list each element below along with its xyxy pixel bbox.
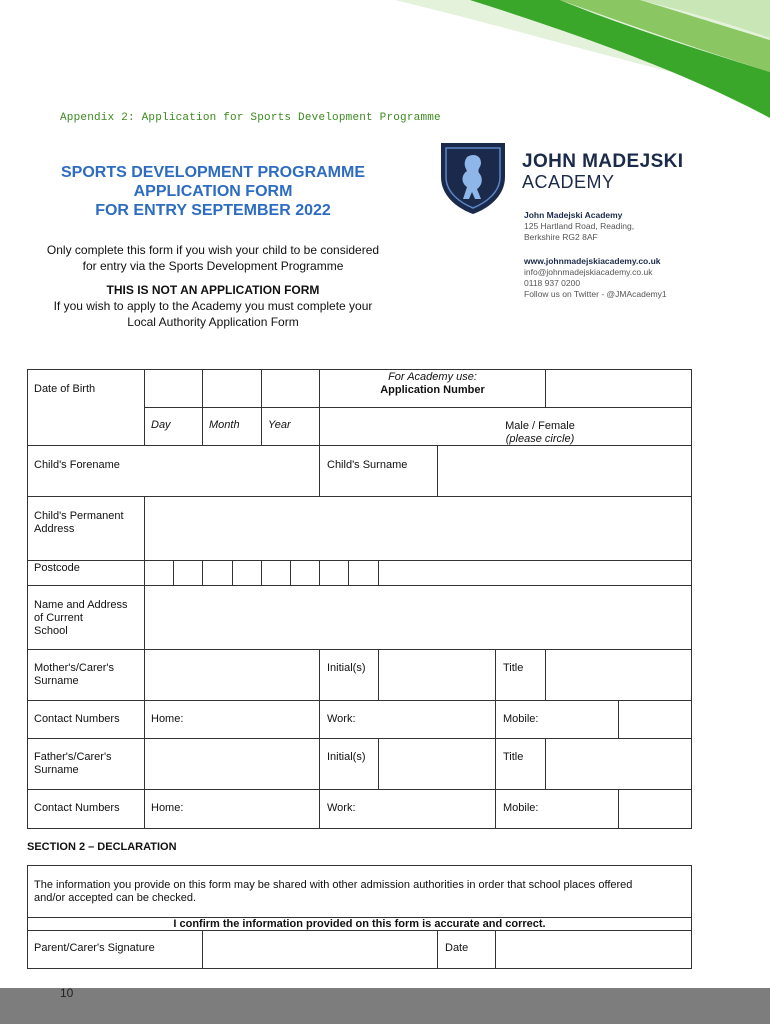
- dob-day-input[interactable]: [144, 369, 203, 408]
- father-home-input[interactable]: [144, 789, 320, 829]
- footer-bar: [0, 988, 770, 1024]
- gender-cell[interactable]: [319, 407, 692, 446]
- school-label-line-3: School: [34, 625, 68, 637]
- child-forename-label: Child's Forename: [34, 459, 120, 471]
- contact-website: www.johnmadejskiacademy.co.uk: [524, 256, 661, 266]
- home-label-1: Home:: [151, 713, 184, 725]
- contact-address-1: 125 Hartland Road, Reading,: [524, 221, 635, 231]
- date-input[interactable]: [495, 930, 692, 969]
- intro-line-4: Local Authority Application Form: [127, 315, 299, 329]
- contact-twitter: Follow us on Twitter - @JMAcademy1: [524, 289, 667, 299]
- mother-initials-label-cell: [319, 649, 379, 701]
- child-forename-cell[interactable]: [27, 445, 320, 497]
- intro-line-2: for entry via the Sports Development Programme: [82, 259, 344, 273]
- father-initials-input[interactable]: [378, 738, 496, 790]
- confirm-statement: I confirm the information provided on this form is accurate and correct.: [173, 918, 546, 930]
- father-title-input[interactable]: [545, 738, 692, 790]
- contact-name: John Madejski Academy: [524, 210, 623, 220]
- father-surname-input[interactable]: [144, 738, 320, 790]
- declaration-text-line-1: The information you provide on this form may be shared with other admission authorities in order that school places offered: [34, 879, 633, 891]
- postcode-box-1[interactable]: [144, 560, 174, 586]
- gender-instruction: (please circle): [505, 433, 575, 445]
- father-label-line-1: Father's/Carer's: [34, 751, 112, 763]
- school-label: [34, 599, 128, 638]
- postcode-box-6[interactable]: [290, 560, 320, 586]
- father-title-label-cell: [495, 738, 546, 790]
- postcode-box-5[interactable]: [261, 560, 291, 586]
- contact-email: info@johnmadejskiacademy.co.uk: [524, 267, 653, 277]
- contact-phone: 0118 937 0200: [524, 278, 581, 288]
- declaration-text: [34, 879, 684, 905]
- father-label-cell: [27, 738, 145, 790]
- postcode-label-cell: [27, 560, 145, 586]
- child-surname-label-cell: [319, 445, 438, 497]
- postcode-box-8[interactable]: [348, 560, 379, 586]
- mother-title-label: Title: [503, 662, 524, 674]
- address-input[interactable]: [144, 496, 692, 561]
- father-mobile-input[interactable]: [495, 789, 619, 829]
- signature-label: Parent/Carer's Signature: [34, 942, 155, 954]
- mother-label-line-1: Mother's/Carer's: [34, 662, 114, 674]
- academy-contact-block: [524, 210, 667, 300]
- postcode-box-2[interactable]: [173, 560, 203, 586]
- day-caption-cell: [144, 407, 203, 446]
- day-caption: Day: [151, 419, 171, 431]
- dob-year-input[interactable]: [261, 369, 320, 408]
- mother-title-input[interactable]: [545, 649, 692, 701]
- not-application-notice: THIS IS NOT AN APPLICATION FORM: [106, 283, 320, 297]
- academy-use-cell: [319, 369, 546, 408]
- intro-line-1: Only complete this form if you wish your child to be considered: [46, 243, 380, 257]
- declaration-text-line-2: and/or accepted can be checked.: [34, 892, 197, 904]
- school-label-cell: [27, 585, 145, 650]
- mother-initials-input[interactable]: [378, 649, 496, 701]
- signature-label-cell: [27, 930, 203, 969]
- year-caption: Year: [268, 419, 291, 431]
- father-label: [34, 751, 112, 777]
- mother-label: [34, 662, 114, 688]
- mobile-label-2: Mobile:: [503, 802, 539, 814]
- mother-label-cell: [27, 649, 145, 701]
- mother-work-input[interactable]: [319, 700, 496, 739]
- dob-label-cell: [27, 369, 145, 446]
- work-label-1: Work:: [327, 713, 356, 725]
- section-2-heading: SECTION 2 – DECLARATION: [27, 841, 177, 853]
- title-line-3: FOR ENTRY SEPTEMBER 2022: [95, 202, 331, 219]
- year-caption-cell: [261, 407, 320, 446]
- father-extra-cell[interactable]: [618, 789, 692, 829]
- month-caption: Month: [209, 419, 240, 431]
- postcode-spacer: [378, 560, 692, 586]
- child-surname-input[interactable]: [437, 445, 692, 497]
- date-label: Date: [445, 942, 469, 954]
- dob-label: Date of Birth: [34, 383, 96, 395]
- academy-logo-name: JOHN MADEJSKI: [522, 151, 684, 172]
- father-work-input[interactable]: [319, 789, 496, 829]
- home-label-2: Home:: [151, 802, 184, 814]
- mobile-label-1: Mobile:: [503, 713, 539, 725]
- address-label-cell: [27, 496, 145, 561]
- form-title: [28, 163, 398, 220]
- contact-numbers-label-1: Contact Numbers: [34, 713, 120, 725]
- mother-label-line-2: Surname: [34, 675, 79, 687]
- intro-line-3: If you wish to apply to the Academy you must complete your: [53, 299, 373, 313]
- school-label-line-2: of Current: [34, 612, 83, 624]
- month-caption-cell: [202, 407, 262, 446]
- dob-month-input[interactable]: [202, 369, 262, 408]
- contact-numbers-label-cell-1: [27, 700, 145, 739]
- application-number-input[interactable]: [545, 369, 692, 408]
- date-label-cell: [437, 930, 496, 969]
- father-initials-label: Initial(s): [327, 751, 366, 763]
- mother-title-label-cell: [495, 649, 546, 701]
- mother-mobile-input[interactable]: [495, 700, 619, 739]
- mother-extra-cell[interactable]: [618, 700, 692, 739]
- father-title-label: Title: [503, 751, 524, 763]
- postcode-box-7[interactable]: [319, 560, 349, 586]
- postcode-box-3[interactable]: [202, 560, 233, 586]
- mother-initials-label: Initial(s): [327, 662, 366, 674]
- page-number: 10: [60, 986, 74, 1000]
- mother-surname-input[interactable]: [144, 649, 320, 701]
- gender-options[interactable]: Male / Female: [505, 420, 575, 432]
- school-label-line-1: Name and Address: [34, 599, 128, 611]
- intro-text: [28, 242, 398, 330]
- postcode-label: Postcode: [34, 562, 80, 574]
- address-label-line-1: Child's Permanent: [34, 510, 124, 522]
- postcode-box-4[interactable]: [232, 560, 262, 586]
- address-label: [34, 510, 124, 536]
- child-surname-label: Child's Surname: [327, 459, 408, 471]
- title-line-1: SPORTS DEVELOPMENT PROGRAMME: [60, 164, 366, 181]
- father-label-line-2: Surname: [34, 764, 79, 776]
- work-label-2: Work:: [327, 802, 356, 814]
- appendix-heading: Appendix 2: Application for Sports Development Programme: [60, 112, 441, 124]
- academy-logo-sub: ACADEMY: [522, 172, 615, 192]
- academy-use-label: For Academy use:: [388, 371, 477, 383]
- signature-input[interactable]: [202, 930, 438, 969]
- father-initials-label-cell: [319, 738, 379, 790]
- school-input[interactable]: [144, 585, 692, 650]
- application-number-label: Application Number: [380, 384, 485, 396]
- address-label-line-2: Address: [34, 523, 75, 535]
- contact-numbers-label-cell-2: [27, 789, 145, 829]
- declaration-text-cell: [27, 865, 692, 918]
- header-swoosh-graphic: [0, 0, 770, 150]
- contact-numbers-label-2: Contact Numbers: [34, 802, 120, 814]
- contact-address-2: Berkshire RG2 8AF: [524, 232, 598, 242]
- title-line-2: APPLICATION FORM: [133, 183, 293, 200]
- lion-crest-icon: [437, 137, 509, 215]
- mother-home-input[interactable]: [144, 700, 320, 739]
- confirm-cell: [27, 917, 692, 931]
